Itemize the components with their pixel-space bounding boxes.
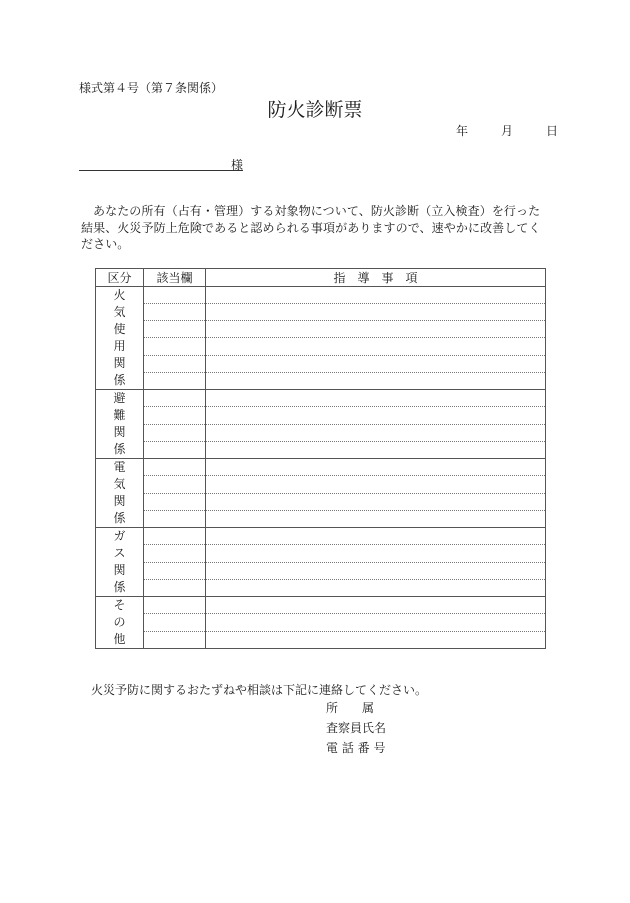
- category-cell: [96, 390, 144, 459]
- applicable-cell[interactable]: [144, 459, 206, 476]
- table-row: [96, 614, 546, 631]
- table-body: [96, 287, 546, 649]
- applicable-cell[interactable]: [144, 597, 206, 614]
- applicable-cell[interactable]: [144, 355, 206, 372]
- category-cell: [96, 287, 144, 390]
- guidance-cell[interactable]: [206, 355, 546, 372]
- table-row: [96, 355, 546, 372]
- guidance-cell[interactable]: [206, 493, 546, 510]
- guidance-cell[interactable]: [206, 287, 546, 304]
- table-row: [96, 304, 546, 321]
- inspector-name-label: 査察員氏名: [326, 721, 387, 735]
- applicable-cell[interactable]: [144, 614, 206, 631]
- guidance-cell[interactable]: [206, 304, 546, 321]
- addressee-suffix: 様: [231, 158, 244, 172]
- page-title: 防火診断票: [267, 99, 363, 121]
- table-row: [96, 424, 546, 441]
- category-label: その他: [113, 598, 126, 646]
- guidance-cell[interactable]: [206, 459, 546, 476]
- applicable-cell[interactable]: [144, 407, 206, 424]
- phone-number-label: 電 話 番 号: [326, 741, 386, 755]
- guidance-cell[interactable]: [206, 321, 546, 338]
- addressee-line: [79, 170, 243, 171]
- table-row: [96, 459, 546, 476]
- applicable-cell[interactable]: [144, 287, 206, 304]
- category-label: 避難関係: [113, 391, 126, 456]
- table-row: [96, 579, 546, 596]
- applicable-cell[interactable]: [144, 321, 206, 338]
- applicable-cell[interactable]: [144, 528, 206, 545]
- category-label: ガス関係: [113, 529, 126, 594]
- table-row: [96, 287, 546, 304]
- table-row: [96, 441, 546, 458]
- guidance-cell[interactable]: [206, 372, 546, 389]
- intro-paragraph: あなたの所有（占有・管理）する対象物について、防火診断（立入検査）を行った結果、火災予防上危険であると認められる事項がありますので、速やかに改善してください。: [81, 204, 541, 251]
- table-row: [96, 562, 546, 579]
- header-applicable: 該当欄: [144, 269, 206, 287]
- applicable-cell[interactable]: [144, 372, 206, 389]
- affiliation-label: 所 属: [326, 701, 375, 715]
- header-guidance: 指 導 事 項: [206, 269, 546, 287]
- guidance-cell[interactable]: [206, 631, 546, 648]
- table-row: [96, 631, 546, 648]
- applicable-cell[interactable]: [144, 493, 206, 510]
- date-month-label: 月: [501, 124, 514, 138]
- applicable-cell[interactable]: [144, 545, 206, 562]
- form-number: 様式第４号（第７条関係）: [79, 81, 224, 95]
- date-year-label: 年: [456, 124, 469, 138]
- guidance-cell[interactable]: [206, 597, 546, 614]
- guidance-cell[interactable]: [206, 407, 546, 424]
- guidance-cell[interactable]: [206, 424, 546, 441]
- applicable-cell[interactable]: [144, 338, 206, 355]
- table-row: [96, 407, 546, 424]
- applicable-cell[interactable]: [144, 304, 206, 321]
- guidance-cell[interactable]: [206, 614, 546, 631]
- table-row: [96, 545, 546, 562]
- guidance-cell[interactable]: [206, 441, 546, 458]
- applicable-cell[interactable]: [144, 562, 206, 579]
- guidance-cell[interactable]: [206, 545, 546, 562]
- category-cell: [96, 528, 144, 597]
- category-cell: [96, 597, 144, 649]
- table-row: [96, 476, 546, 493]
- diagnosis-table: [95, 268, 546, 649]
- table-row: [96, 493, 546, 510]
- table-row: [96, 321, 546, 338]
- table-row: [96, 510, 546, 527]
- guidance-cell[interactable]: [206, 579, 546, 596]
- applicable-cell[interactable]: [144, 424, 206, 441]
- header-category: 区分: [96, 269, 144, 287]
- table-row: [96, 390, 546, 407]
- table-row: [96, 597, 546, 614]
- date-line: [456, 122, 558, 139]
- table-row: [96, 372, 546, 389]
- applicable-cell[interactable]: [144, 579, 206, 596]
- guidance-cell[interactable]: [206, 390, 546, 407]
- date-day-label: 日: [546, 124, 559, 138]
- guidance-cell[interactable]: [206, 562, 546, 579]
- applicable-cell[interactable]: [144, 476, 206, 493]
- category-label: 電気関係: [113, 460, 126, 525]
- guidance-cell[interactable]: [206, 476, 546, 493]
- guidance-cell[interactable]: [206, 338, 546, 355]
- applicable-cell[interactable]: [144, 390, 206, 407]
- table-header-row: [96, 269, 546, 287]
- table-row: [96, 338, 546, 355]
- category-label: 火気使用関係: [113, 288, 126, 387]
- contact-note: 火災予防に関するおたずねや相談は下記に連絡してください。: [91, 683, 428, 697]
- table-row: [96, 528, 546, 545]
- category-cell: [96, 459, 144, 528]
- guidance-cell[interactable]: [206, 510, 546, 527]
- applicable-cell[interactable]: [144, 510, 206, 527]
- applicable-cell[interactable]: [144, 441, 206, 458]
- applicable-cell[interactable]: [144, 631, 206, 648]
- guidance-cell[interactable]: [206, 528, 546, 545]
